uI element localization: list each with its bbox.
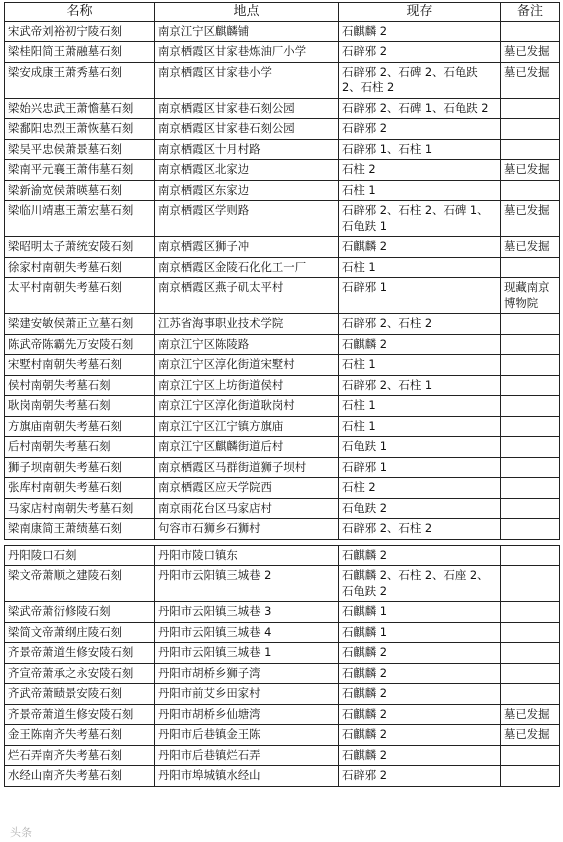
watermark: 头条	[10, 826, 32, 839]
cell-name: 徐家村南朝失考墓石刻	[4, 258, 154, 278]
table-body	[4, 22, 560, 787]
cell-location: 南京江宁区江宁镇方旗庙	[154, 417, 338, 437]
cell-location: 南京栖霞区甘家巷小学	[154, 63, 338, 98]
cell-note	[500, 355, 560, 375]
cell-location: 丹阳市胡桥乡仙塘湾	[154, 705, 338, 725]
cell-name: 张库村南朝失考墓石刻	[4, 478, 154, 498]
cell-remains: 石柱 1	[338, 417, 500, 437]
cell-location: 南京江宁区淳化街道耿岗村	[154, 396, 338, 416]
cell-note	[500, 519, 560, 539]
cell-location: 江苏省海事职业技术学院	[154, 314, 338, 334]
cell-remains: 石辟邪 1	[338, 458, 500, 478]
table-row	[4, 201, 560, 237]
cell-note: 墓已发掘	[500, 725, 560, 745]
cell-name: 梁简文帝萧纲庄陵石刻	[4, 623, 154, 643]
cell-remains: 石麒麟 2、石柱 2、石座 2、石龟趺 2	[338, 566, 500, 601]
cell-location: 丹阳市后巷镇金王陈	[154, 725, 338, 745]
cell-name: 侯村南朝失考墓石刻	[4, 376, 154, 396]
cell-remains: 石麒麟 1	[338, 623, 500, 643]
cell-remains: 石柱 1	[338, 181, 500, 201]
cell-note	[500, 546, 560, 566]
cell-name: 丹阳陵口石刻	[4, 546, 154, 566]
cell-note	[500, 499, 560, 519]
table-row	[4, 181, 560, 202]
cell-remains: 石辟邪 2、石碑 1、石龟趺 2	[338, 99, 500, 119]
cell-name: 梁武帝萧衍修陵石刻	[4, 602, 154, 622]
cell-name: 齐景帝萧道生修安陵石刻	[4, 705, 154, 725]
table-row	[4, 42, 560, 63]
cell-remains: 石柱 1	[338, 258, 500, 278]
cell-name: 齐宣帝萧承之永安陵石刻	[4, 664, 154, 684]
cell-note	[500, 643, 560, 663]
table-row	[4, 258, 560, 279]
cell-name: 梁文帝萧顺之建陵石刻	[4, 566, 154, 601]
table-row	[4, 417, 560, 438]
cell-location: 南京江宁区麒麟铺	[154, 22, 338, 42]
cell-remains: 石辟邪 1、石柱 1	[338, 140, 500, 160]
cell-remains: 石麒麟 2	[338, 22, 500, 42]
cell-name: 齐景帝萧道生修安陵石刻	[4, 643, 154, 663]
cell-name: 梁始兴忠武王萧憺墓石刻	[4, 99, 154, 119]
stone-carvings-table	[4, 2, 560, 787]
cell-note	[500, 22, 560, 42]
cell-remains: 石麒麟 2	[338, 237, 500, 257]
table-row	[4, 519, 560, 540]
cell-remains: 石辟邪 2、石柱 1	[338, 376, 500, 396]
cell-location: 丹阳市云阳镇三城巷 2	[154, 566, 338, 601]
cell-location: 南京栖霞区甘家巷炼油厂小学	[154, 42, 338, 62]
cell-location: 南京江宁区陈陵路	[154, 335, 338, 355]
cell-note: 墓已发掘	[500, 42, 560, 62]
cell-remains: 石龟趺 1	[338, 437, 500, 457]
cell-remains: 石麒麟 2	[338, 705, 500, 725]
cell-note	[500, 376, 560, 396]
table-row	[4, 237, 560, 258]
cell-name: 梁临川靖惠王萧宏墓石刻	[4, 201, 154, 236]
cell-note	[500, 335, 560, 355]
cell-note	[500, 314, 560, 334]
cell-location: 句容市石狮乡石狮村	[154, 519, 338, 539]
cell-remains: 石柱 2	[338, 160, 500, 180]
cell-location: 丹阳市云阳镇三城巷 4	[154, 623, 338, 643]
table-row	[4, 278, 560, 314]
cell-remains: 石柱 1	[338, 355, 500, 375]
table-row	[4, 623, 560, 644]
cell-note	[500, 140, 560, 160]
cell-note	[500, 566, 560, 601]
cell-location: 南京栖霞区东家边	[154, 181, 338, 201]
table-row	[4, 664, 560, 685]
table-row	[4, 545, 560, 567]
table-row	[4, 63, 560, 99]
cell-name: 耿岗南朝失考墓石刻	[4, 396, 154, 416]
cell-location: 南京江宁区上坊街道侯村	[154, 376, 338, 396]
cell-name: 齐武帝萧赜景安陵石刻	[4, 684, 154, 704]
table-row	[4, 140, 560, 161]
table-row	[4, 478, 560, 499]
table-row	[4, 99, 560, 120]
cell-name: 梁南康简王萧绩墓石刻	[4, 519, 154, 539]
cell-note	[500, 417, 560, 437]
cell-note	[500, 602, 560, 622]
cell-location: 南京栖霞区马群街道狮子坝村	[154, 458, 338, 478]
table-row	[4, 119, 560, 140]
cell-note	[500, 396, 560, 416]
cell-remains: 石柱 1	[338, 396, 500, 416]
cell-remains: 石柱 2	[338, 478, 500, 498]
table-row	[4, 766, 560, 787]
table-row	[4, 160, 560, 181]
cell-note	[500, 478, 560, 498]
cell-note: 墓已发掘	[500, 705, 560, 725]
cell-location: 南京雨花台区马家店村	[154, 499, 338, 519]
cell-name: 宋武帝刘裕初宁陵石刻	[4, 22, 154, 42]
cell-note	[500, 684, 560, 704]
cell-note: 墓已发掘	[500, 63, 560, 98]
table-header-row	[4, 2, 560, 22]
cell-location: 南京江宁区麒麟街道后村	[154, 437, 338, 457]
cell-location: 南京栖霞区狮子冲	[154, 237, 338, 257]
header-location: 地点	[154, 3, 338, 21]
cell-name: 梁建安敏侯萧正立墓石刻	[4, 314, 154, 334]
cell-location: 丹阳市胡桥乡狮子湾	[154, 664, 338, 684]
table-row	[4, 314, 560, 335]
cell-remains: 石辟邪 2、石柱 2、石碑 1、石龟趺 1	[338, 201, 500, 236]
cell-name: 梁昭明太子萧统安陵石刻	[4, 237, 154, 257]
cell-location: 南京栖霞区金陵石化化工一厂	[154, 258, 338, 278]
table-row	[4, 746, 560, 767]
cell-note	[500, 746, 560, 766]
cell-remains: 石龟趺 2	[338, 499, 500, 519]
cell-name: 梁南平元襄王萧伟墓石刻	[4, 160, 154, 180]
header-name: 名称	[4, 3, 154, 21]
cell-note	[500, 458, 560, 478]
cell-name: 宋墅村南朝失考墓石刻	[4, 355, 154, 375]
cell-remains: 石麒麟 2	[338, 725, 500, 745]
table-row	[4, 437, 560, 458]
cell-name: 水经山南齐失考墓石刻	[4, 766, 154, 786]
cell-name: 马家店村南朝失考墓石刻	[4, 499, 154, 519]
cell-name: 梁安成康王萧秀墓石刻	[4, 63, 154, 98]
table-row	[4, 566, 560, 602]
cell-location: 丹阳市云阳镇三城巷 3	[154, 602, 338, 622]
cell-note	[500, 119, 560, 139]
table-row	[4, 376, 560, 397]
cell-note	[500, 99, 560, 119]
cell-note: 墓已发掘	[500, 237, 560, 257]
cell-location: 丹阳市云阳镇三城巷 1	[154, 643, 338, 663]
cell-name: 梁桂阳简王萧融墓石刻	[4, 42, 154, 62]
table-row	[4, 22, 560, 43]
cell-location: 南京栖霞区十月村路	[154, 140, 338, 160]
cell-location: 南京栖霞区甘家巷石刻公园	[154, 99, 338, 119]
cell-location: 南京江宁区淳化街道宋墅村	[154, 355, 338, 375]
cell-remains: 石麒麟 2	[338, 664, 500, 684]
cell-location: 南京栖霞区应天学院西	[154, 478, 338, 498]
table-row	[4, 705, 560, 726]
table-row	[4, 499, 560, 520]
table-row	[4, 396, 560, 417]
cell-note	[500, 664, 560, 684]
cell-note: 墓已发掘	[500, 201, 560, 236]
cell-note	[500, 766, 560, 786]
cell-remains: 石麒麟 1	[338, 602, 500, 622]
cell-location: 南京栖霞区学则路	[154, 201, 338, 236]
header-note: 备注	[500, 3, 560, 21]
cell-remains: 石辟邪 2、石柱 2	[338, 314, 500, 334]
table-row	[4, 684, 560, 705]
table-row	[4, 458, 560, 479]
cell-note	[500, 437, 560, 457]
table-row	[4, 355, 560, 376]
cell-location: 南京栖霞区甘家巷石刻公园	[154, 119, 338, 139]
cell-remains: 石辟邪 2	[338, 766, 500, 786]
cell-name: 后村南朝失考墓石刻	[4, 437, 154, 457]
cell-name: 太平村南朝失考墓石刻	[4, 278, 154, 313]
cell-remains: 石辟邪 2	[338, 42, 500, 62]
table-row	[4, 602, 560, 623]
cell-name: 金王陈南齐失考墓石刻	[4, 725, 154, 745]
cell-remains: 石辟邪 2、石柱 2	[338, 519, 500, 539]
cell-note	[500, 258, 560, 278]
cell-remains: 石麒麟 2	[338, 546, 500, 566]
cell-note: 墓已发掘	[500, 160, 560, 180]
cell-remains: 石辟邪 2、石碑 2、石龟趺 2、石柱 2	[338, 63, 500, 98]
cell-name: 陈武帝陈霸先万安陵石刻	[4, 335, 154, 355]
cell-remains: 石麒麟 2	[338, 684, 500, 704]
cell-remains: 石麒麟 2	[338, 643, 500, 663]
cell-location: 丹阳市前艾乡田家村	[154, 684, 338, 704]
cell-location: 南京栖霞区燕子矶太平村	[154, 278, 338, 313]
cell-remains: 石麒麟 2	[338, 746, 500, 766]
cell-name: 狮子坝南朝失考墓石刻	[4, 458, 154, 478]
table-row	[4, 335, 560, 356]
cell-name: 梁鄱阳忠烈王萧恢墓石刻	[4, 119, 154, 139]
cell-name: 烂石弄南齐失考墓石刻	[4, 746, 154, 766]
cell-location: 丹阳市陵口镇东	[154, 546, 338, 566]
cell-location: 丹阳市后巷镇烂石弄	[154, 746, 338, 766]
header-remains: 现存	[338, 3, 500, 21]
cell-remains: 石辟邪 1	[338, 278, 500, 313]
cell-location: 丹阳市埠城镇水经山	[154, 766, 338, 786]
cell-name: 方旗庙南朝失考墓石刻	[4, 417, 154, 437]
table-row	[4, 643, 560, 664]
cell-remains: 石辟邪 2	[338, 119, 500, 139]
cell-name: 梁新渝宽侯萧暎墓石刻	[4, 181, 154, 201]
cell-name: 梁吴平忠侯萧景墓石刻	[4, 140, 154, 160]
cell-remains: 石麒麟 2	[338, 335, 500, 355]
cell-note	[500, 181, 560, 201]
cell-note	[500, 623, 560, 643]
table-row	[4, 725, 560, 746]
cell-location: 南京栖霞区北家边	[154, 160, 338, 180]
cell-note: 现藏南京博物院	[500, 278, 560, 313]
